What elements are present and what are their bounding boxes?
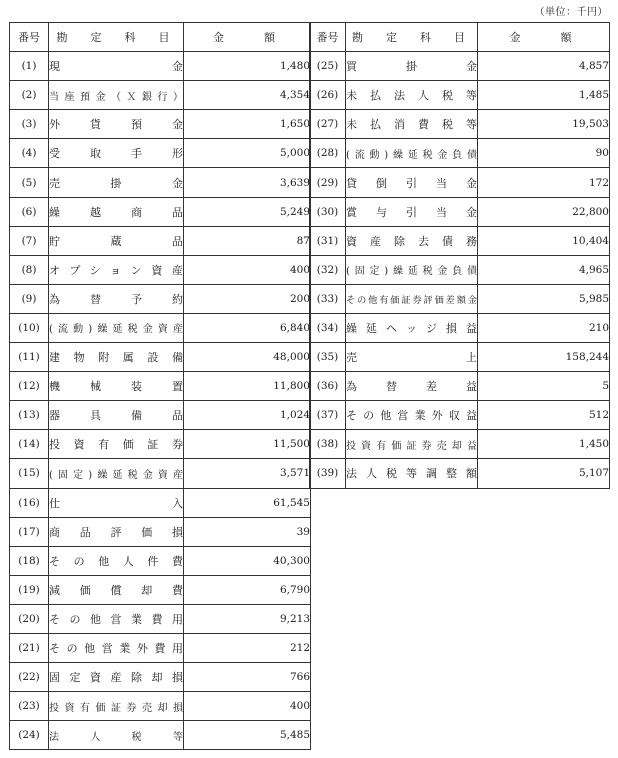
row-number: (14)	[10, 430, 49, 459]
account-name: 売 上	[346, 343, 478, 372]
account-name: 仕 入	[49, 488, 184, 517]
row-number: (37)	[310, 401, 346, 430]
account-name: 繰延ヘッジ損益	[346, 313, 478, 342]
amount-value: 172	[478, 168, 610, 197]
table-row	[310, 197, 610, 226]
amount-value: 400	[184, 255, 311, 284]
account-name: 未払消費税等	[346, 110, 478, 139]
table-row	[10, 255, 311, 284]
row-number: (35)	[310, 343, 346, 372]
table-row	[10, 284, 311, 313]
row-number: (3)	[10, 110, 49, 139]
amount-value: 766	[184, 663, 311, 692]
row-number: (19)	[10, 575, 49, 604]
row-number: (2)	[10, 81, 49, 110]
row-number: (30)	[310, 197, 346, 226]
account-name: (流動)繰延税金資産	[49, 313, 184, 342]
table-row	[10, 168, 311, 197]
table-row	[310, 81, 610, 110]
account-name: 貯 蔵 品	[49, 226, 184, 255]
amount-value: 48,000	[184, 343, 311, 372]
row-number: (17)	[10, 517, 49, 546]
account-name: (流動)繰延税金負債	[346, 139, 478, 168]
table-row	[310, 139, 610, 168]
row-number: (15)	[10, 459, 49, 488]
account-name: その他有価証券評価差額金	[346, 284, 478, 313]
table-row	[310, 255, 610, 284]
row-number: (1)	[10, 52, 49, 81]
table-row	[10, 459, 311, 488]
account-name: 受 取 手 形	[49, 139, 184, 168]
table-row	[10, 197, 311, 226]
row-number: (31)	[310, 226, 346, 255]
header-amount: 金 額	[478, 23, 610, 52]
table-row	[310, 372, 610, 401]
row-number: (39)	[310, 459, 346, 488]
account-name: 機 械 装 置	[49, 372, 184, 401]
amount-value: 5,485	[184, 721, 311, 750]
header-account: 勘 定 科 目	[346, 23, 478, 52]
account-name: 法 人 税 等	[49, 721, 184, 750]
amount-value: 4,354	[184, 81, 311, 110]
row-number: (4)	[10, 139, 49, 168]
account-name: その他営業外費用	[49, 633, 184, 662]
amount-value: 212	[184, 633, 311, 662]
amount-value: 1,650	[184, 110, 311, 139]
row-number: (23)	[10, 692, 49, 721]
header-row	[310, 23, 610, 52]
account-name: 貸倒引当金	[346, 168, 478, 197]
row-number: (16)	[10, 488, 49, 517]
row-number: (13)	[10, 401, 49, 430]
table-row	[310, 401, 610, 430]
row-number: (26)	[310, 81, 346, 110]
header-row	[10, 23, 311, 52]
row-number: (38)	[310, 430, 346, 459]
unit-label: （単位：千円）	[534, 7, 608, 18]
amount-value: 9,213	[184, 604, 311, 633]
table-row	[10, 81, 311, 110]
account-name: 賞与引当金	[346, 197, 478, 226]
table-row	[310, 226, 610, 255]
amount-value: 39	[184, 517, 311, 546]
amount-value: 87	[184, 226, 311, 255]
header-number: 番号	[310, 23, 346, 52]
row-number: (12)	[10, 372, 49, 401]
table-row	[310, 459, 610, 488]
account-name: 法人税等調整額	[346, 459, 478, 488]
account-name: 為 替 予 約	[49, 284, 184, 313]
account-name: その他営業費用	[49, 604, 184, 633]
amount-value: 158,244	[478, 343, 610, 372]
ledger-table-right	[309, 22, 610, 489]
amount-value: 40,300	[184, 546, 311, 575]
account-name: その他営業外収益	[346, 401, 478, 430]
amount-value: 6,790	[184, 575, 311, 604]
amount-value: 61,545	[184, 488, 311, 517]
account-name: 現 金	[49, 52, 184, 81]
table-row	[10, 343, 311, 372]
amount-value: 6,840	[184, 313, 311, 342]
row-number: (21)	[10, 633, 49, 662]
amount-value: 5,249	[184, 197, 311, 226]
amount-value: 5,000	[184, 139, 311, 168]
amount-value: 210	[478, 313, 610, 342]
account-name: その他人件費	[49, 546, 184, 575]
table-row	[310, 110, 610, 139]
table-row	[310, 168, 610, 197]
account-name: 固定資産除却損	[49, 663, 184, 692]
amount-value: 1,480	[184, 52, 311, 81]
account-name: (固定)繰延税金資産	[49, 459, 184, 488]
account-name: 未払法人税等	[346, 81, 478, 110]
row-number: (22)	[10, 663, 49, 692]
row-number: (34)	[310, 313, 346, 342]
amount-value: 22,800	[478, 197, 610, 226]
table-row	[310, 343, 610, 372]
account-name: 外 貨 預 金	[49, 110, 184, 139]
table-row	[10, 575, 311, 604]
table-row	[310, 313, 610, 342]
table-row	[10, 139, 311, 168]
amount-value: 11,500	[184, 430, 311, 459]
amount-value: 1,024	[184, 401, 311, 430]
table-row	[310, 52, 610, 81]
amount-value: 4,965	[478, 255, 610, 284]
row-number: (8)	[10, 255, 49, 284]
amount-value: 200	[184, 284, 311, 313]
row-number: (25)	[310, 52, 346, 81]
row-number: (18)	[10, 546, 49, 575]
account-name: 買 掛 金	[346, 52, 478, 81]
account-name: オプション資産	[49, 255, 184, 284]
header-number: 番号	[10, 23, 49, 52]
amount-value: 5,985	[478, 284, 610, 313]
table-row	[10, 313, 311, 342]
row-number: (9)	[10, 284, 49, 313]
row-number: (10)	[10, 313, 49, 342]
amount-value: 10,404	[478, 226, 610, 255]
row-number: (28)	[310, 139, 346, 168]
row-number: (29)	[310, 168, 346, 197]
table-row	[10, 692, 311, 721]
account-name: 器 具 備 品	[49, 401, 184, 430]
amount-value: 1,450	[478, 430, 610, 459]
account-name: 資産除去債務	[346, 226, 478, 255]
table-row	[10, 430, 311, 459]
row-number: (27)	[310, 110, 346, 139]
table-row	[10, 401, 311, 430]
amount-value: 90	[478, 139, 610, 168]
table-row	[10, 604, 311, 633]
amount-value: 5,107	[478, 459, 610, 488]
table-row	[10, 52, 311, 81]
amount-value: 11,800	[184, 372, 311, 401]
amount-value: 19,503	[478, 110, 610, 139]
row-number: (7)	[10, 226, 49, 255]
amount-value: 1,485	[478, 81, 610, 110]
header-amount: 金 額	[184, 23, 311, 52]
table-row	[10, 110, 311, 139]
account-name: 当座預金（Ｘ銀行）	[49, 81, 184, 110]
amount-value: 512	[478, 401, 610, 430]
row-number: (11)	[10, 343, 49, 372]
account-name: 繰 越 商 品	[49, 197, 184, 226]
row-number: (33)	[310, 284, 346, 313]
table-row	[10, 226, 311, 255]
ledger-table-left	[9, 22, 311, 750]
table-row	[10, 488, 311, 517]
table-row	[10, 372, 311, 401]
account-name: 投資有価証券	[49, 430, 184, 459]
amount-value: 5	[478, 372, 610, 401]
table-row	[10, 517, 311, 546]
amount-value: 400	[184, 692, 311, 721]
amount-value: 3,571	[184, 459, 311, 488]
account-name: 投資有価証券売却損	[49, 692, 184, 721]
amount-value: 4,857	[478, 52, 610, 81]
table-row	[310, 284, 610, 313]
amount-value: 3,639	[184, 168, 311, 197]
row-number: (32)	[310, 255, 346, 284]
row-number: (5)	[10, 168, 49, 197]
account-name: 投資有価証券売却益	[346, 430, 478, 459]
account-name: 商品評価損	[49, 517, 184, 546]
account-name: 売 掛 金	[49, 168, 184, 197]
table-row	[310, 430, 610, 459]
header-account: 勘 定 科 目	[49, 23, 184, 52]
row-number: (20)	[10, 604, 49, 633]
table-row	[10, 721, 311, 750]
table-row	[10, 663, 311, 692]
account-name: 為 替 差 益	[346, 372, 478, 401]
table-row	[10, 546, 311, 575]
account-name: (固定)繰延税金負債	[346, 255, 478, 284]
row-number: (24)	[10, 721, 49, 750]
table-row	[10, 633, 311, 662]
account-name: 建物附属設備	[49, 343, 184, 372]
row-number: (36)	[310, 372, 346, 401]
row-number: (6)	[10, 197, 49, 226]
account-name: 減価償却費	[49, 575, 184, 604]
